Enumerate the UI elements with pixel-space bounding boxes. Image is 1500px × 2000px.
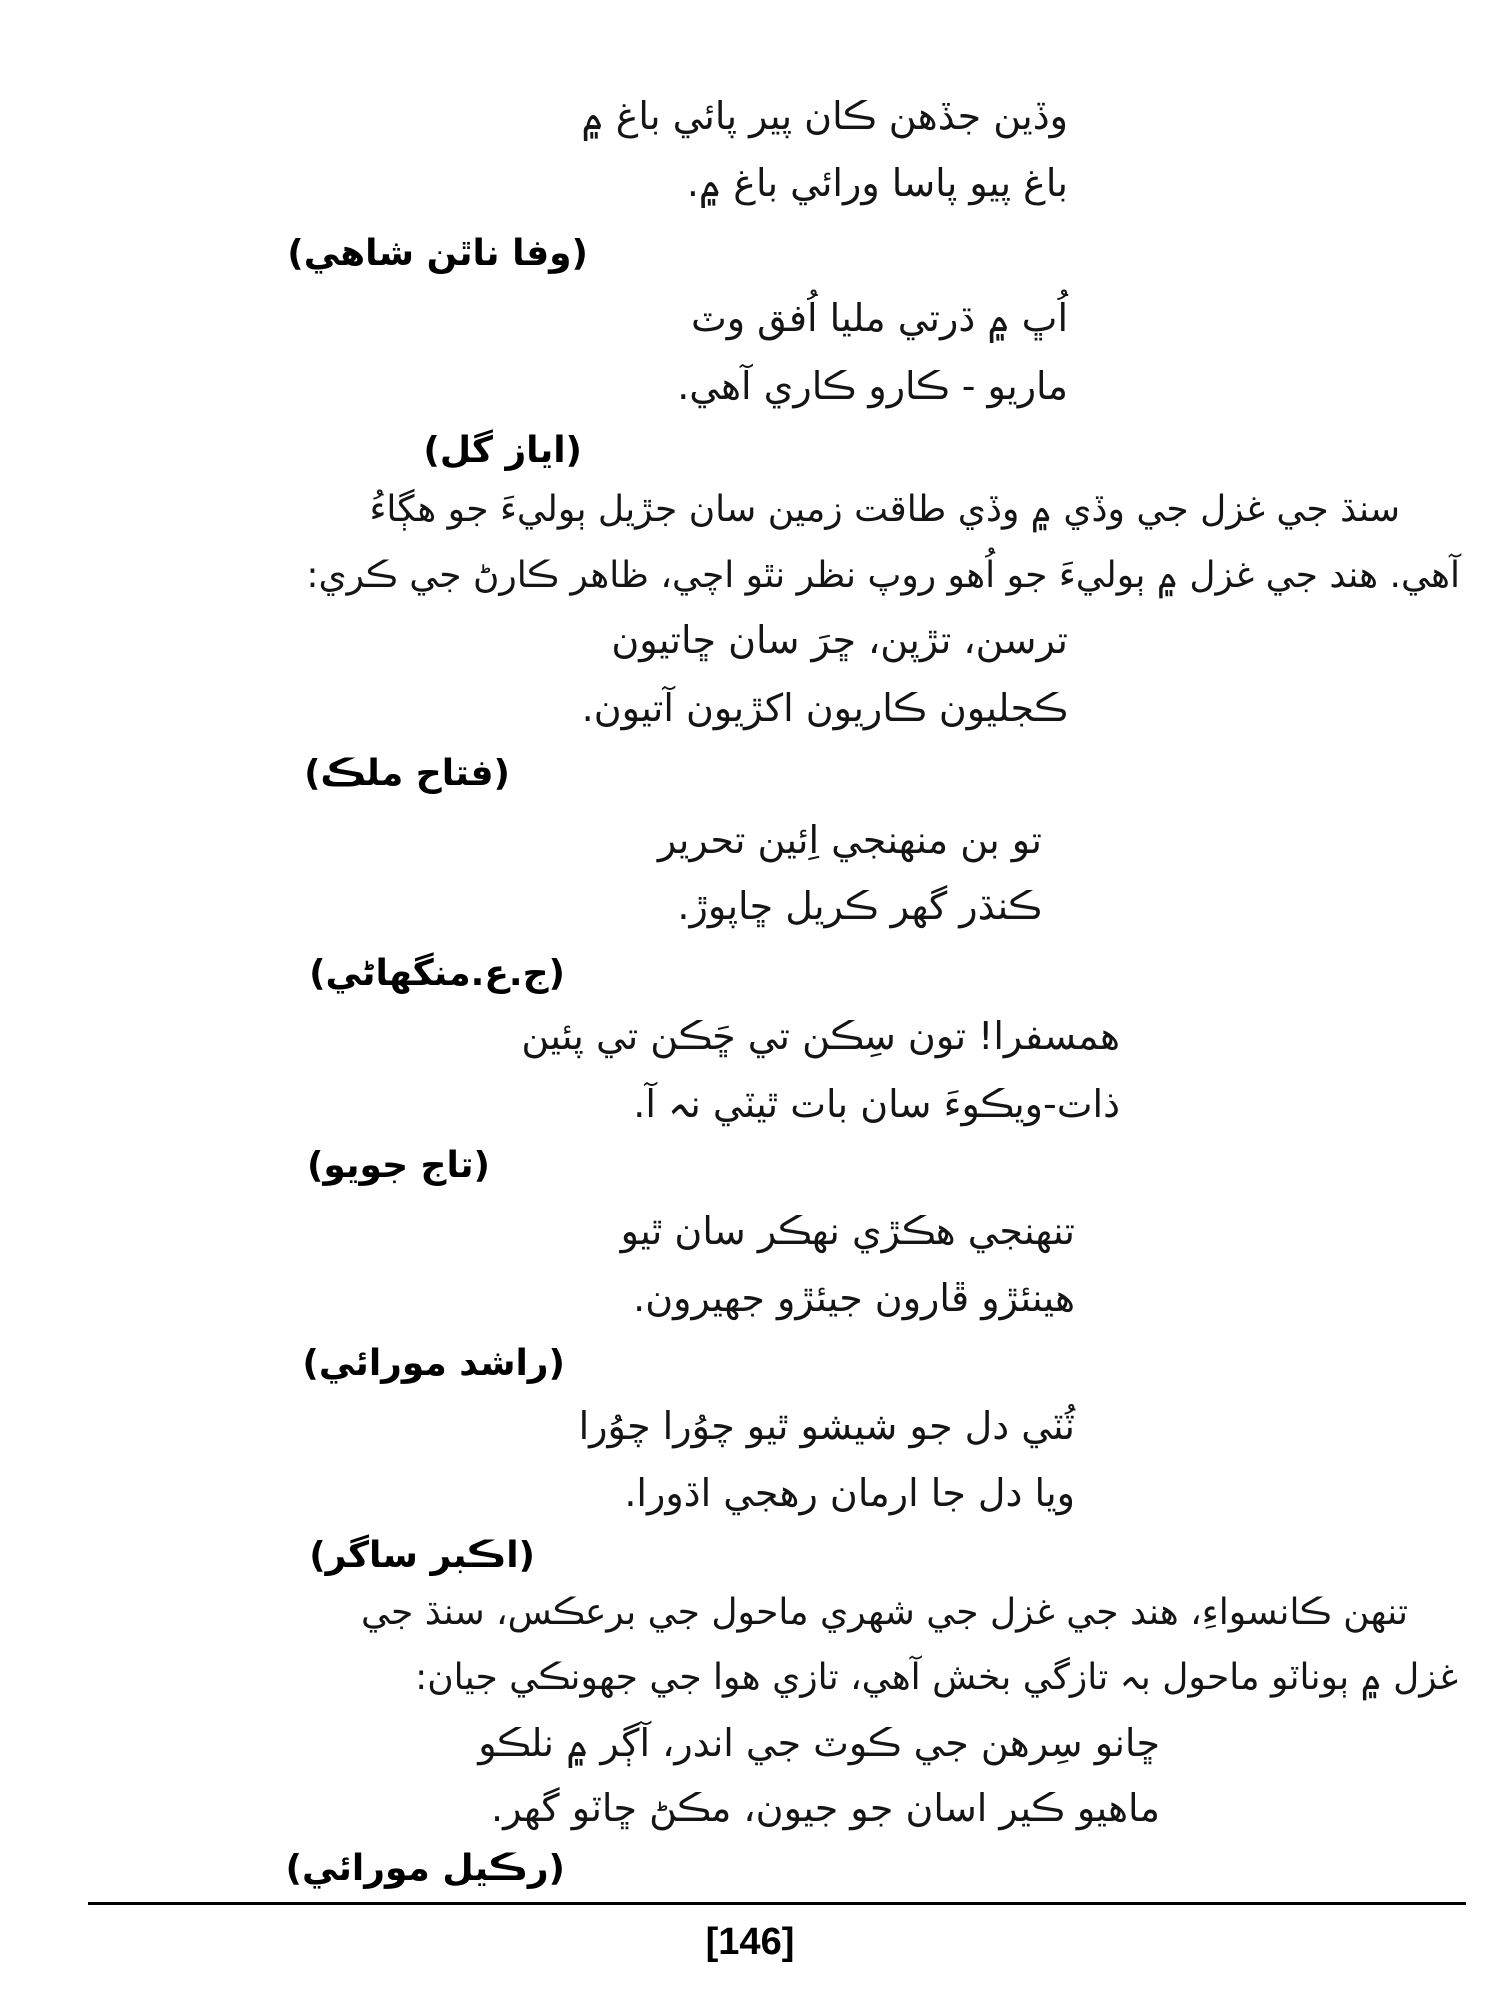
attribution: (اڪبر ساگر) [309, 1535, 535, 1576]
verse-line: ڪجليون ڪاريون اکڙيون آتيون. [581, 686, 1068, 730]
verse-line: ترسن، تڙپن، ڇرَ سان ڇاتيون [611, 618, 1068, 662]
verse-line: اُڀ ۾ ڌرتي مليا اُفق وٽ [690, 296, 1068, 340]
page-number: [146] [705, 1921, 795, 1963]
attribution: (تاج جويو) [306, 1145, 490, 1186]
verse-line: ويا دل جا ارمان رهجي اڌورا. [624, 1471, 1075, 1515]
verse-line: ماهيو ڪير اسان جو جيون، مڪڻ ڇاٽو گهر. [490, 1786, 1160, 1830]
attribution: (اياز گل) [423, 430, 582, 471]
attribution: (رڪيل مورائي) [285, 1848, 565, 1889]
verse-line: تو بن منهنجي اِئين تحرير [657, 818, 1042, 862]
verse-line: وڏين جڏهن ڪان پير پائي باغ ۾ [581, 94, 1068, 138]
attribution: (وفا ناٿن شاهي) [287, 233, 588, 274]
paragraph-line: سنڌ جي غزل جي وڏي ۾ وڏي طاقت زمين سان جڙيل ٻوليءَ جو هڳاءُ [369, 489, 1400, 530]
verse-line: همسفرا! تون سِڪن تي ڇَڪن تي پئين [521, 1014, 1120, 1058]
attribution: (راشد مورائي) [302, 1343, 565, 1384]
verse-line: باغ پيو پاسا ورائي باغ ۾. [686, 161, 1068, 205]
verse-line: تنهنجي هڪڙي نهڪر سان ٿيو [620, 1209, 1075, 1253]
verse-line: ماريو - ڪارو ڪاري آهي. [677, 364, 1068, 408]
attribution: (ج.ع.منگهاڻي) [309, 953, 565, 994]
paragraph-line: تنهن ڪانسواءِ، هند جي غزل جي شهري ماحول جي برعڪس، سنڌ جي [360, 1592, 1408, 1633]
footer-rule [88, 1902, 1466, 1905]
paragraph-line: غزل ۾ ٻوناٽو ماحول بہ تازگي بخش آهي، تازي هوا جي جهونڪي جيان: [415, 1657, 1458, 1698]
attribution: (فتاح ملڪ) [304, 753, 510, 794]
verse-line: ٽُٽي دل جو شيشو ٿيو چوُرا چوُرا [578, 1404, 1075, 1448]
verse-line: ڇانو سِرهن جي ڪوٽ جي اندر، آڳر ۾ نلڪو [478, 1721, 1160, 1765]
paragraph-line: آهي. هند جي غزل ۾ ٻوليءَ جو اُهو روپ نظر نٿو اچي، ظاهر ڪارڻ جي ڪري: [306, 555, 1460, 596]
verse-line: ذات-ويڪوءَ سان بات ٿيٽي نہ آ. [633, 1082, 1120, 1126]
verse-line: هينئڙو ڦارون جيئڙو جهيرون. [633, 1276, 1075, 1320]
verse-line: ڪنڌر گهر ڪريل ڇاپوڙ. [677, 884, 1042, 928]
